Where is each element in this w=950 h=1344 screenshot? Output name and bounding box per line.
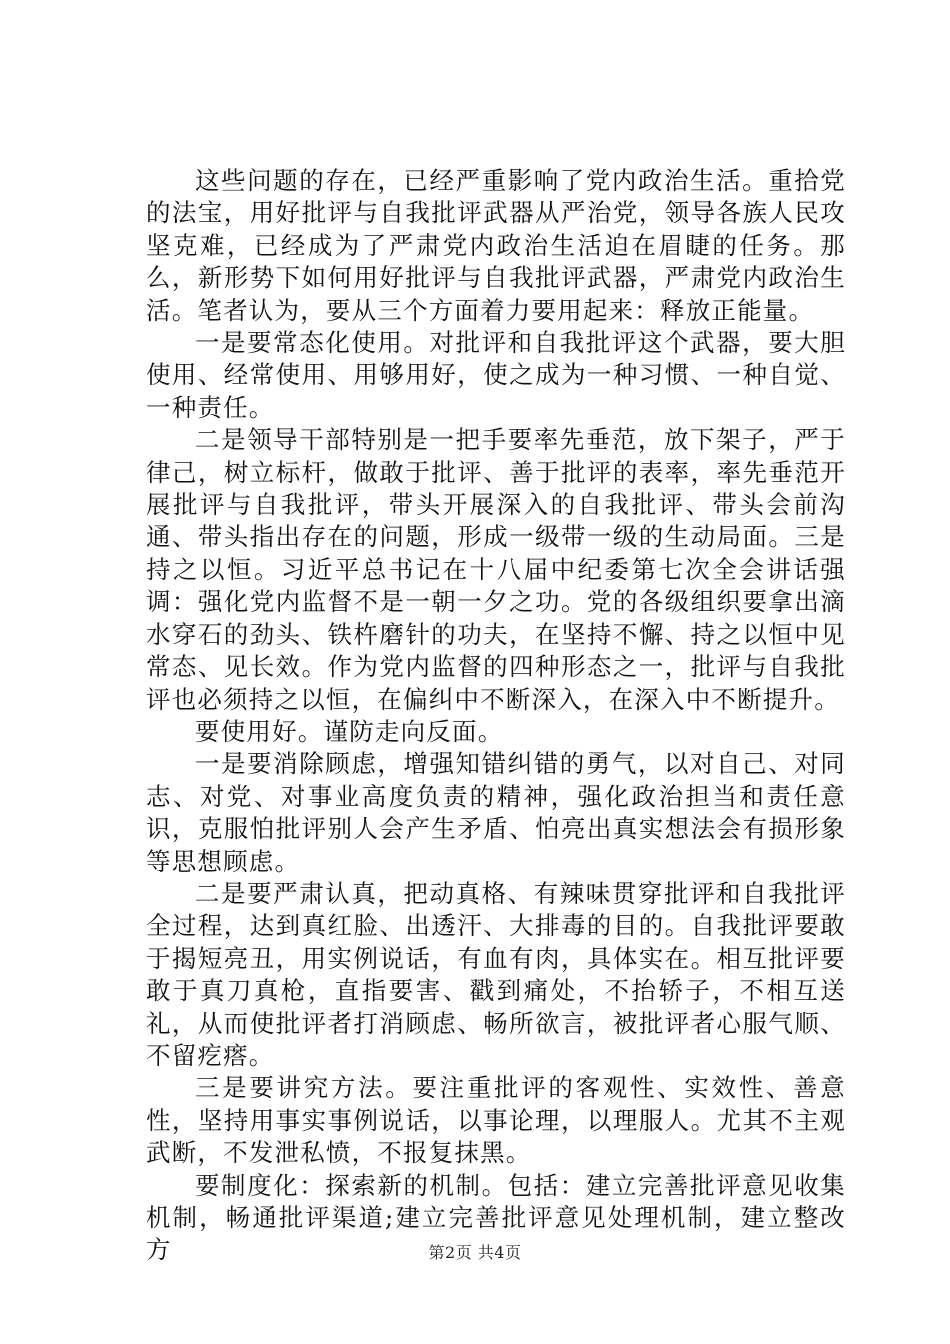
paragraph: 三是要讲究方法。要注重批评的客观性、实效性、善意性，坚持用事实事例说话，以事论理，以理服人。尤其不主观武断，不发泄私愤，不报复抹黑。 <box>146 1073 846 1168</box>
paragraph: 要制度化：探索新的机制。包括：建立完善批评意见收集机制，畅通批评渠道;建立完善批评意见处理机制，建立整改方 <box>146 1170 846 1265</box>
paragraph: 二是要严肃认真，把动真格、有辣味贯穿批评和自我批评全过程，达到真红脸、出透汗、大排毒的目的。自我批评要敢于揭短亮丑，用实例说话，有血有肉，具体实在。相互批评要敢于真刀真枪，直指要害、戳到痛处，不抬轿子，不相互送礼，从而使批评者打消顾虑、畅所欲言，被批评者心服气顺、不留疙瘩。 <box>146 878 846 1070</box>
paragraph: 要使用好。谨防走向反面。 <box>195 716 504 746</box>
paragraph: 二是领导干部特别是一把手要率先垂范，放下架子，严于律己，树立标杆，做敢于批评、善于批评的表率，率先垂范开展批评与自我批评，带头开展深入的自我批评、带头会前沟通、带头指出存在的问题，形成一级带一级的生动局面。三是持之以恒。习近平总书记在十八届中纪委第七次全会讲话强调：强化党内监督不是一朝一夕之功。党的各级组织要拿出滴水穿石的劲头、铁杵磨针的功夫，在坚持不懈、持之以恒中见常态、见长效。作为党内监督的四种形态之一，批评与自我批评也必须持之以恒，在偏纠中不断深入，在深入中不断提升。 <box>146 425 846 714</box>
document-body <box>146 165 846 1267</box>
page-footer <box>0 1240 950 1263</box>
page-number-label: 第2页 共4页 <box>428 1243 522 1262</box>
paragraph: 这些问题的存在，已经严重影响了党内政治生活。重拾党的法宝，用好批评与自我批评武器从严治党，领导各族人民攻坚克难，已经成为了严肃党内政治生活迫在眉睫的任务。那么，新形势下如何用好批评与自我批评武器，严肃党内政治生活。笔者认为，要从三个方面着力要用起来：释放正能量。 <box>146 166 846 325</box>
paragraph: 一是要消除顾虑，增强知错纠错的勇气，以对自己、对同志、对党、对事业高度负责的精神，强化政治担当和责任意识，克服怕批评别人会产生矛盾、怕亮出真实想法会有损形象等思想顾虑。 <box>146 749 846 876</box>
paragraph: 一是要常态化使用。对批评和自我批评这个武器，要大胆使用、经常使用、用够用好，使之成为一种习惯、一种自觉、一种责任。 <box>146 328 846 422</box>
